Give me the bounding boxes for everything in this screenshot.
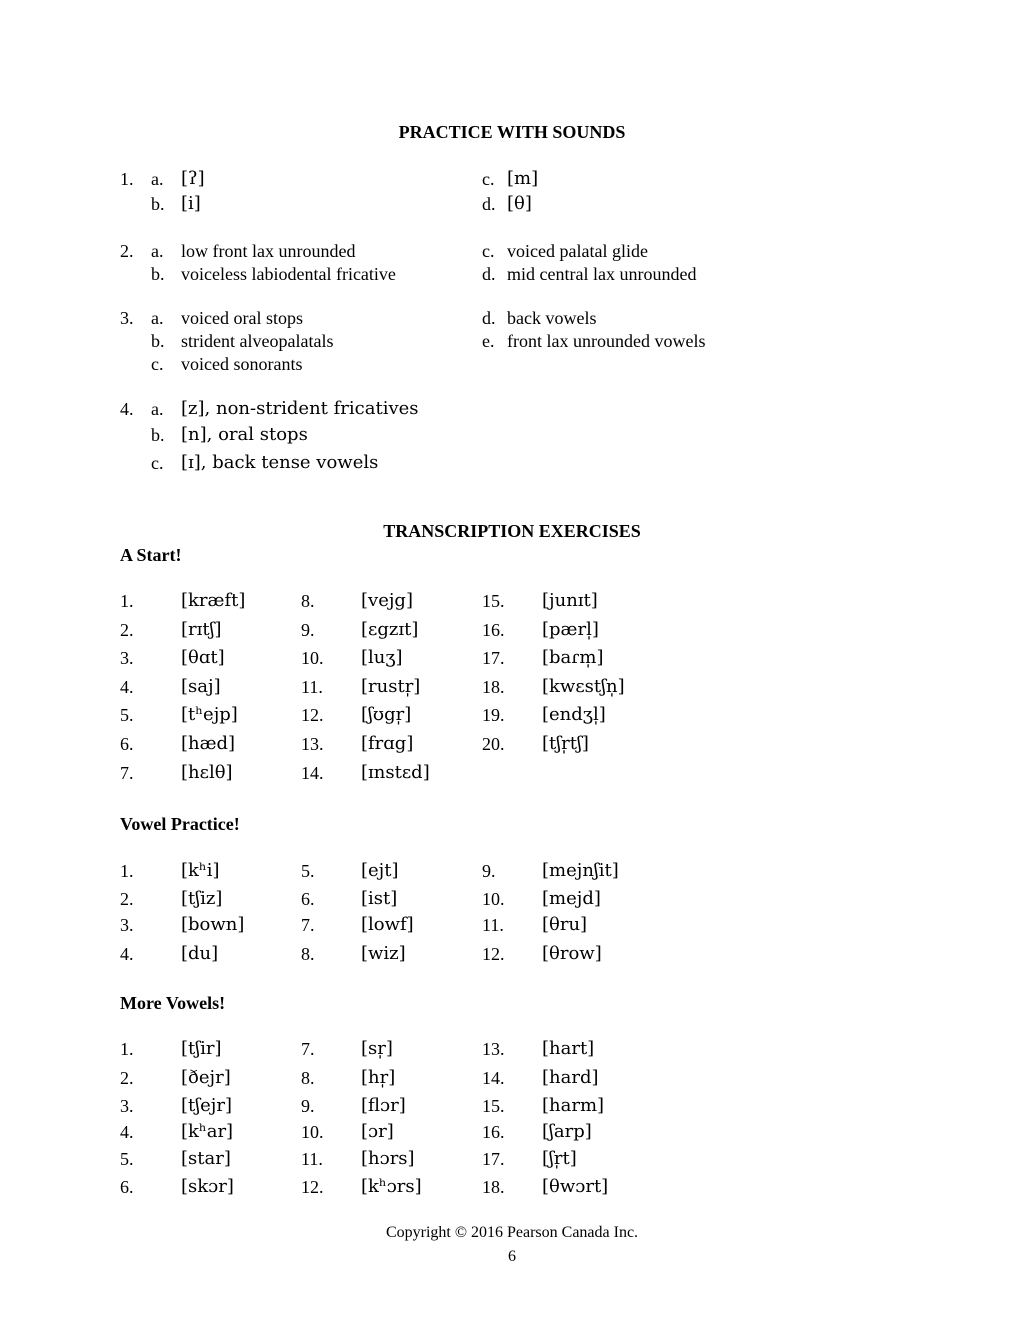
question-number: 2. [120,241,134,261]
item-number: 6. [120,734,134,754]
item-number: 12. [482,944,505,964]
item-number: 12. [301,1177,324,1197]
item-number: 9. [482,861,496,881]
item-number: 8. [301,591,315,611]
transcription-item: [ejt] [361,860,399,881]
item-number: 11. [301,677,323,697]
transcription-item: [θrow] [542,943,602,964]
option-text: [θ] [507,193,532,214]
question-number: 3. [120,308,134,328]
item-number: 20. [482,734,505,754]
transcription-item: [endʒl̩] [542,704,606,725]
item-number: 14. [482,1068,505,1088]
item-number: 17. [482,1149,505,1169]
item-number: 15. [482,591,505,611]
option-text: low front lax unrounded [181,241,356,261]
item-number: 10. [301,648,324,668]
transcription-item: [kʰɔrs] [361,1176,422,1197]
transcription-item: [vejg] [361,590,413,611]
item-number: 14. [301,763,324,783]
item-number: 8. [301,944,315,964]
item-number: 2. [120,889,134,909]
option-letter: a. [151,399,164,419]
transcription-item: [luʒ] [361,647,403,668]
option-letter: d. [482,308,496,328]
item-number: 5. [120,1149,134,1169]
item-number: 3. [120,915,134,935]
item-number: 18. [482,677,505,697]
option-letter: a. [151,169,164,189]
item-number: 5. [301,861,315,881]
option-text: voiced sonorants [181,354,303,374]
transcription-item: [du] [181,943,219,964]
transcription-item: [hɛlθ] [181,762,233,783]
transcription-item: [junɪt] [542,590,598,611]
option-letter: a. [151,241,164,261]
item-number: 1. [120,1039,134,1059]
option-text: [ʔ] [181,168,205,189]
transcription-item: [θru] [542,914,588,935]
item-number: 13. [482,1039,505,1059]
item-number: 7. [301,1039,315,1059]
option-text: [z], non-strident fricatives [181,398,419,419]
transcription-item: [tʃiz] [181,888,223,909]
option-letter: c. [151,453,164,473]
option-letter: b. [151,194,165,214]
option-text: [ɪ], back tense vowels [181,452,379,473]
item-number: 16. [482,620,505,640]
option-text: [i] [181,193,201,214]
section-heading-more-vowels: More Vowels! [120,993,226,1013]
transcription-item: [tʃr̩tʃ] [542,733,589,754]
transcription-item: [star] [181,1148,231,1169]
transcription-item: [tʃir] [181,1038,222,1059]
option-letter: b. [151,331,165,351]
transcription-item: [hɔrs] [361,1148,415,1169]
item-number: 8. [301,1068,315,1088]
transcription-item: [kræft] [181,590,246,611]
item-number: 19. [482,705,505,725]
option-letter: c. [151,354,164,374]
transcription-item: [rɪtʃ] [181,619,222,640]
item-number: 5. [120,705,134,725]
item-number: 10. [482,889,505,909]
item-number: 13. [301,734,324,754]
item-number: 4. [120,944,134,964]
item-number: 11. [301,1149,323,1169]
option-text: voiced palatal glide [507,241,648,261]
option-letter: b. [151,264,165,284]
transcription-item: [kwɛstʃn̩] [542,676,625,697]
transcription-item: [hr̩] [361,1067,396,1088]
copyright-notice: Copyright © 2016 Pearson Canada Inc. [385,1224,639,1241]
item-number: 7. [301,915,315,935]
option-text: strident alveopalatals [181,331,334,351]
item-number: 16. [482,1122,505,1142]
item-number: 1. [120,861,134,881]
option-letter: b. [151,425,165,445]
transcription-item: [baɾm̩] [542,647,604,668]
transcription-item: [kʰi] [181,860,220,881]
section-heading-a-start: A Start! [120,545,182,565]
item-number: 11. [482,915,504,935]
item-number: 17. [482,648,505,668]
transcription-item: [sr̩] [361,1038,393,1059]
transcription-item: [hart] [542,1038,595,1059]
option-letter: a. [151,308,164,328]
item-number: 4. [120,1122,134,1142]
transcription-item: [ʃr̩t] [542,1148,577,1169]
transcription-title: TRANSCRIPTION EXERCISES [383,521,641,541]
transcription-item: [harm] [542,1095,605,1116]
option-text: [n], oral stops [181,424,308,445]
transcription-item: [flɔr] [361,1095,406,1116]
transcription-item: [ʃʊgr̩] [361,704,412,725]
option-letter: c. [482,169,495,189]
transcription-item: [mejnʃit] [542,860,619,881]
item-number: 1. [120,591,134,611]
transcription-item: [skɔr] [181,1176,234,1197]
option-letter: e. [482,331,495,351]
transcription-item: [mejd] [542,888,601,909]
item-number: 2. [120,620,134,640]
option-text: front lax unrounded vowels [507,331,706,351]
transcription-item: [rustr̩] [361,676,421,697]
question-number: 4. [120,399,134,419]
item-number: 12. [301,705,324,725]
item-number: 4. [120,677,134,697]
option-text: back vowels [507,308,597,328]
transcription-item: [hæd] [181,733,236,754]
item-number: 3. [120,648,134,668]
item-number: 3. [120,1096,134,1116]
transcription-item: [tʰejp] [181,704,238,725]
practice-title: PRACTICE WITH SOUNDS [398,122,626,142]
item-number: 6. [120,1177,134,1197]
item-number: 9. [301,620,315,640]
item-number: 9. [301,1096,315,1116]
option-letter: d. [482,194,496,214]
item-number: 2. [120,1068,134,1088]
transcription-item: [ʃarp] [542,1121,592,1142]
transcription-item: [kʰar] [181,1121,234,1142]
transcription-item: [saj] [181,676,221,697]
transcription-item: [hard] [542,1067,599,1088]
transcription-item: [lowf] [361,914,414,935]
question-number: 1. [120,169,134,189]
option-text: voiced oral stops [181,308,303,328]
option-letter: d. [482,264,496,284]
option-text: [m] [507,168,539,189]
transcription-item: [θwɔrt] [542,1176,609,1197]
option-letter: c. [482,241,495,261]
transcription-item: [tʃejr] [181,1095,233,1116]
transcription-item: [ɔr] [361,1121,394,1142]
transcription-item: [bown] [181,914,245,935]
transcription-item: [ɛgzɪt] [361,619,419,640]
page-number: 6 [508,1248,516,1265]
item-number: 10. [301,1122,324,1142]
item-number: 15. [482,1096,505,1116]
option-text: mid central lax unrounded [507,264,697,284]
transcription-item: [pærl̩] [542,619,599,640]
section-heading-vowel-practice: Vowel Practice! [120,814,240,834]
transcription-item: [frɑg] [361,733,414,754]
transcription-item: [ɪnstɛd] [361,762,430,783]
transcription-item: [wiz] [361,943,406,964]
item-number: 7. [120,763,134,783]
item-number: 18. [482,1177,505,1197]
option-text: voiceless labiodental fricative [181,264,396,284]
item-number: 6. [301,889,315,909]
transcription-item: [θɑt] [181,647,225,668]
transcription-item: [ist] [361,888,398,909]
transcription-item: [ðejr] [181,1067,231,1088]
